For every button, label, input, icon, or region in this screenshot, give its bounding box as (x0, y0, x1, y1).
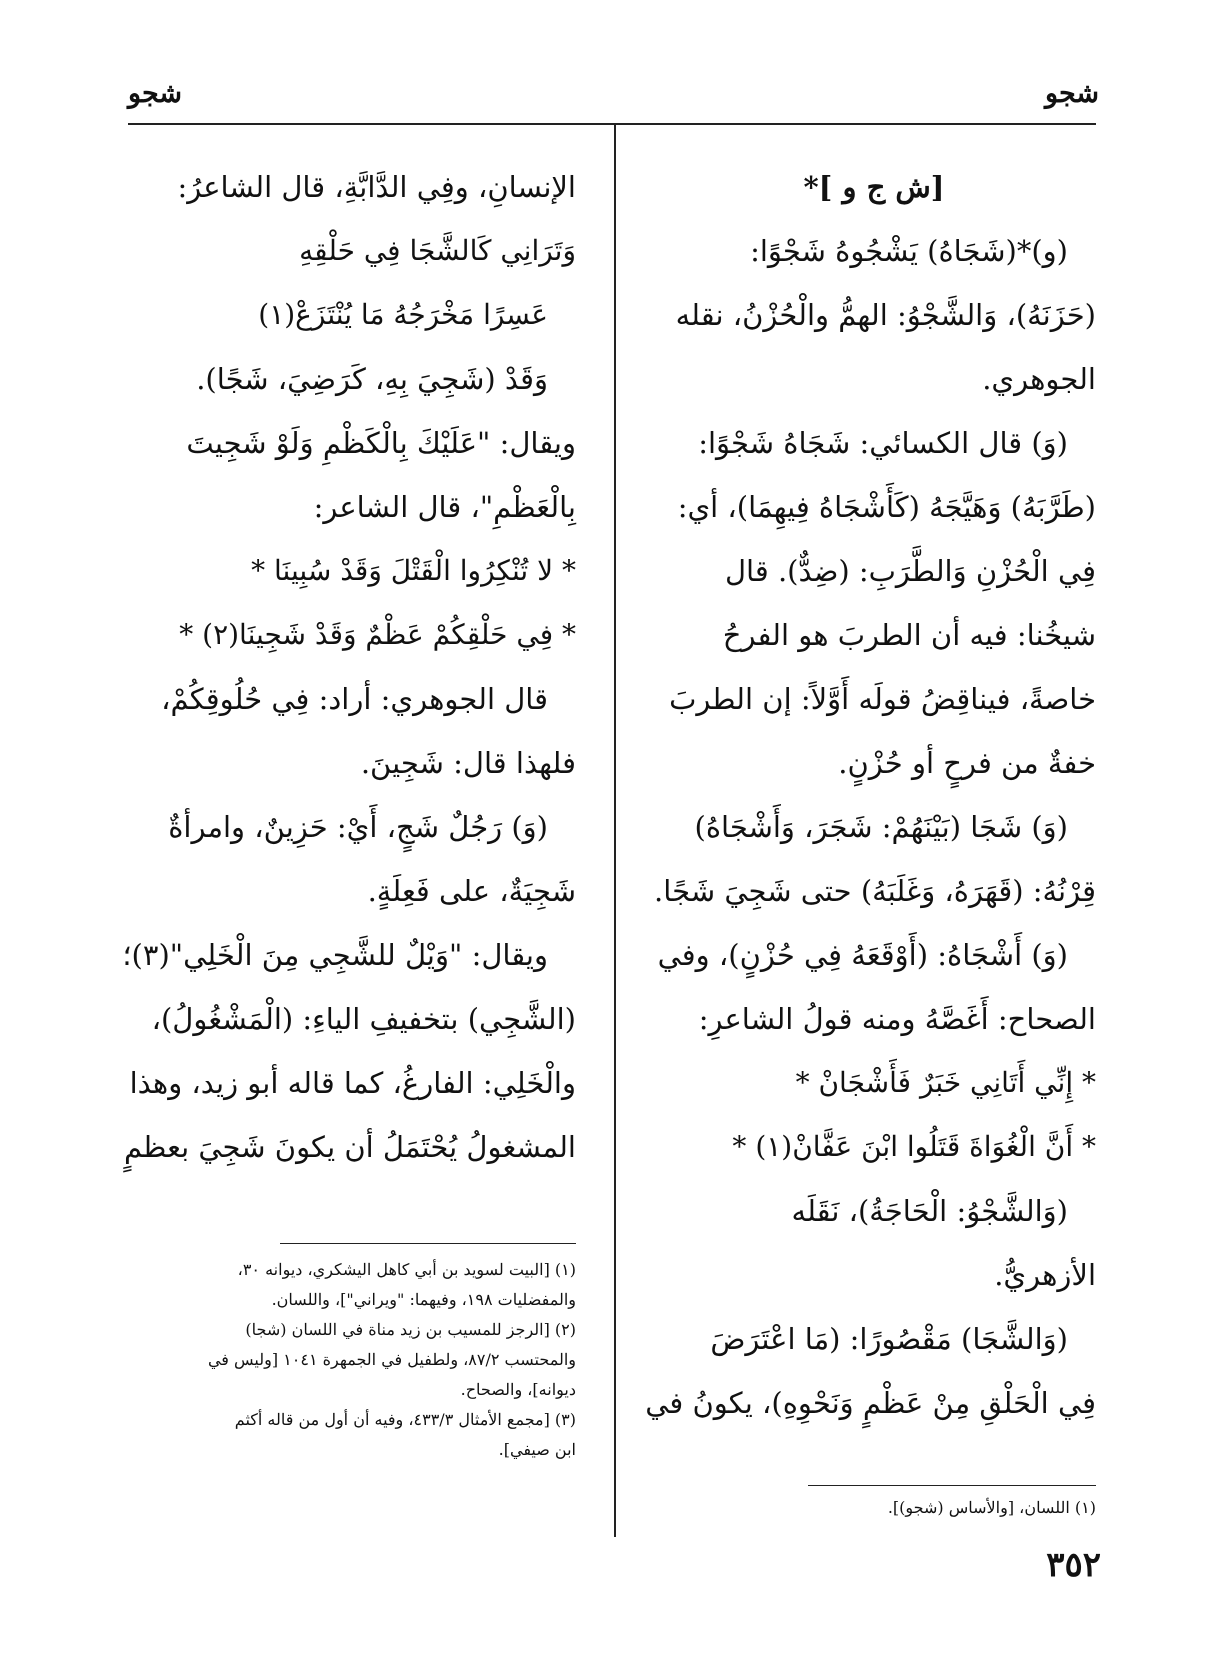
footnote-line: (١) اللسان، [والأساس (شجو)]. (887, 1498, 1096, 1517)
text-line: (وَالشَّجَا) مَقْصُورًا: (مَا اعْتَرَضَ (710, 1322, 1068, 1356)
text-line: الإنسانِ، وفِي الدَّابَّةِ، قال الشاعرُ: (177, 170, 576, 204)
text-line: (وَالشَّجْوُ: الْحَاجَةُ)، نَقَلَه (791, 1194, 1068, 1228)
text-line: خاصةً، فيناقِضُ قولَه أَوَّلاً: إن الطربَ (669, 682, 1096, 716)
text-line: فلهذا قال: شَجِينَ. (360, 746, 576, 780)
verse-line: * لا تُنْكِرُوا الْقَتْلَ وَقَدْ سُبِينَا * (251, 554, 576, 587)
footnote-line: (١) [البيت لسويد بن أبي كاهل اليشكري، ديوانه ٣٠، (237, 1260, 576, 1279)
text-line: فِي الْحَلْقِ مِنْ عَظْمٍ وَنَحْوِهِ)، يكونُ في (645, 1386, 1096, 1420)
footnotes-left (150, 1255, 576, 1465)
text-line: الأزهريُّ. (994, 1258, 1096, 1292)
footnote-line: (٣) [مجمع الأمثال ٤٣٣/٣، وفيه أن أول من قاله أكثم (234, 1410, 576, 1429)
verse-line: وَتَرَانِي كَالشَّجَا فِي حَلْقِهِ (299, 234, 576, 267)
text-line: قال الجوهري: أراد: فِي حُلُوقِكُمْ، (161, 682, 548, 716)
header-word-left: شجو (128, 78, 182, 109)
footnote-line: ابن صيفي]. (498, 1440, 576, 1459)
footnote-line: والمفضليات ١٩٨، وفيهما: "ويراني"]، واللسان. (271, 1290, 576, 1309)
text-line: (طَرَّبَهُ) وَهَيَّجَهُ (كَأَشْجَاهُ فِيهِمَا)، أي: (677, 490, 1096, 524)
text-line: (وَ) قال الكسائي: شَجَاهُ شَجْوًا: (698, 426, 1068, 460)
footnote-line: (٢) [الرجز للمسيب بن زيد مناة في اللسان (شجا) (245, 1320, 576, 1339)
right-column (645, 155, 1096, 1435)
text-line: بِالْعَظْمِ"، قال الشاعر: (313, 490, 576, 524)
text-line: (و)*(شَجَاهُ) يَشْجُوهُ شَجْوًا: (750, 234, 1068, 268)
text-line: (وَ) أَشْجَاهُ: (أَوْقَعَهُ فِي حُزْنٍ)، وفي (657, 938, 1068, 972)
text-line: قِرْنُهُ: (قَهَرَهُ، وَغَلَبَهُ) حتى شَجِيَ شَجًا. (654, 874, 1096, 908)
text-line: (الشَّجِي) بتخفيفِ الياءِ: (الْمَشْغُولُ)، (151, 1002, 576, 1036)
header-rule (128, 123, 1096, 125)
left-column (122, 155, 576, 1179)
verse-line: * إِنِّي أَتَانِي خَبَرٌ فَأَشْجَانْ * (795, 1066, 1096, 1099)
text-line: الجوهري. (982, 362, 1096, 396)
footnote-line: والمحتسب ٨٧/٢، ولطفيل في الجمهرة ١٠٤١ [وليس في (207, 1350, 576, 1369)
text-line: ويقال: "عَلَيْكَ بِالْكَظْمِ وَلَوْ شَجِيتَ (186, 426, 576, 460)
verse-line: * فِي حَلْقِكُمْ عَظْمٌ وَقَدْ شَجِينَا(٢) * (179, 618, 576, 651)
text-line: وَقَدْ (شَجِيَ بِهِ، كَرَضِيَ، شَجًا). (196, 362, 548, 396)
footnote-rule-right (808, 1485, 1096, 1486)
verse-line: * أَنَّ الْغُوَاةَ قَتَلُوا ابْنَ عَفَّانْ(١) * (732, 1130, 1096, 1163)
footnote-rule-left (280, 1243, 576, 1244)
text-line: والْخَلِي: الفارغُ، كما قاله أبو زيد، وهذا (129, 1066, 576, 1100)
text-line: شيخُنا: فيه أن الطربَ هو الفرحُ (722, 618, 1096, 652)
text-line: ويقال: "وَيْلٌ للشَّجِي مِنَ الْخَلِي"(٣)؛ (122, 938, 548, 972)
entry-heading: [ش ج و ]* (803, 170, 945, 204)
page-number: ٣٥٢ (1046, 1545, 1101, 1585)
text-line: (وَ) رَجُلٌ شَجٍ، أَيْ: حَزِينٌ، وامرأةٌ (168, 810, 548, 844)
text-line: الصحاح: أَغَصَّهُ ومنه قولُ الشاعرِ: (698, 1002, 1096, 1036)
text-line: (حَزَنَهُ)، وَالشَّجْوُ: الهمُّ والْحُزْنُ، نقله (675, 298, 1096, 332)
verse-line: عَسِرًا مَخْرَجُهُ مَا يُنْتَزَعْ(١) (258, 298, 548, 331)
column-divider (614, 125, 616, 1537)
footnote-line: ديوانه]، والصحاح. (460, 1380, 576, 1399)
text-line: المشغولُ يُحْتَمَلُ أن يكونَ شَجِيَ بعظمٍ (124, 1130, 576, 1164)
text-line: فِي الْحُزْنِ وَالطَّرَبِ: (ضِدٌّ). قال (724, 554, 1096, 588)
text-line: شَجِيَةٌ، على فَعِلَةٍ. (367, 874, 576, 908)
footnotes-right (652, 1493, 1096, 1523)
text-line: (وَ) شَجَا (بَيْنَهُمْ: شَجَرَ، وَأَشْجَاهُ) (694, 810, 1068, 844)
header-word-right: شجو (1045, 78, 1099, 109)
text-line: خفةٌ من فرحٍ أو حُزْنٍ. (838, 746, 1096, 780)
